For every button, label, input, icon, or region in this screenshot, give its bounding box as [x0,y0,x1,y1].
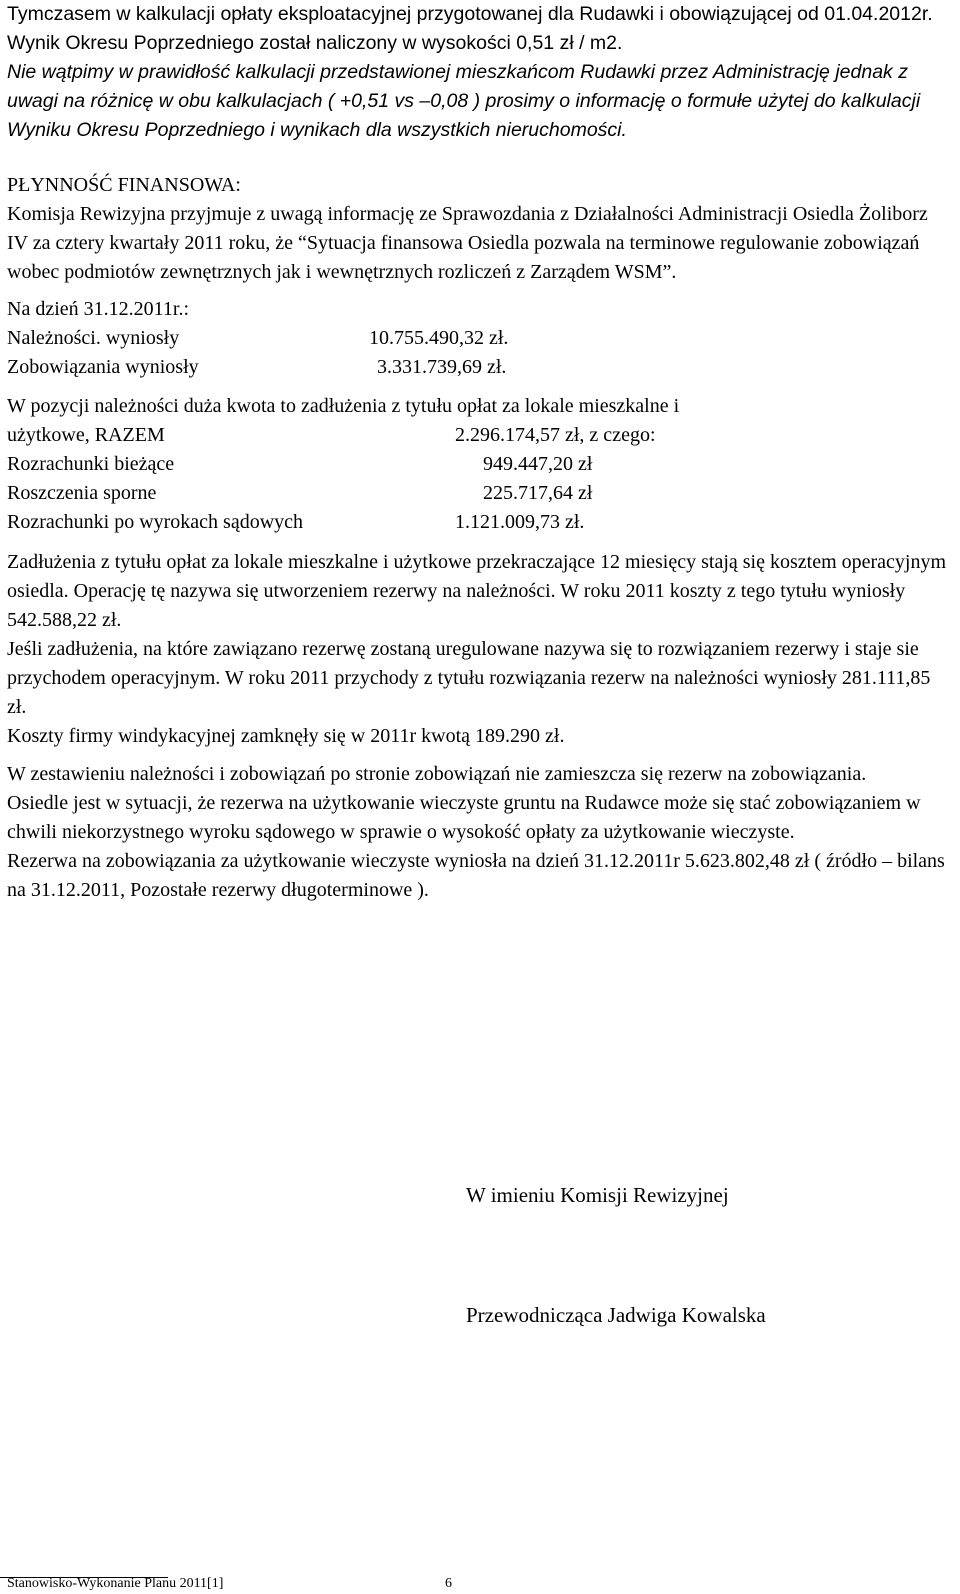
debt-row-label: Roszczenia sporne [7,482,157,504]
signature-chair-line: Przewodnicząca Jadwiga Kowalska [466,1303,766,1327]
receivables-value: 10.755.490,32 zł. [369,327,509,349]
debt-row-label: Rozrachunki bieżące [7,453,175,475]
debt-row [7,450,947,479]
debt-row [7,421,947,450]
footer-filename: Stanowisko-Wykonanie Planu 2011[1] [7,1576,224,1591]
receivables-row [7,324,947,353]
debt-row-value: 2.296.174,57 zł, z czego: [455,424,656,446]
reserves-paragraph-2: Jeśli zadłużenia, na które zawiązano rezerwę zostaną uregulowane nazywa się to rozwiązaniem rezerwy i staje sie przychodem operacyjnym. W roku 2011 przychody z tytułu rozwiązania rezerw na należności wyniosły 281.111,85 zł. [7,638,931,718]
debt-row-value: 949.447,20 zł [483,453,593,475]
receivables-label: Należności. wyniosły [7,327,180,349]
debt-row-label: użytkowe, RAZEM [7,424,165,446]
debt-row [7,479,947,508]
date-line: Na dzień 31.12.2011r.: [7,298,190,320]
intro-paragraph: Tymczasem w kalkulacji opłaty eksploatacyjnej przygotowanej dla Rudawki i obowiązującej od 01.04.2012r. Wynik Okresu Poprzedniego został naliczony w wysokości 0,51 zł / m2. [7,3,933,54]
document-page [7,0,947,905]
italic-note-paragraph: Nie wątpimy w prawidłość kalkulacji przedstawionej mieszkańcom Rudawki przez Administrację jednak z uwagi na różnicę w obu kalkulacjach ( +0,51 vs –0,08 ) prosimy o informację o formułe użytej do kalkulacji Wyniku Okresu Poprzedniego i wynikach dla wszystkich nieruchomości. [7,61,921,141]
reserves-paragraph-3: Koszty firmy windykacyjnej zamknęły się w 2011r kwotą 189.290 zł. [7,725,565,747]
signature-committee-line: W imieniu Komisji Rewizyjnej [466,1183,729,1207]
obligations-paragraph-1: W zestawieniu należności i zobowiązań po stronie zobowiązań nie zamieszcza się rezerw na zobowiązania. [7,763,867,785]
liquidity-paragraph: Komisja Rewizyjna przyjmuje z uwagą informację ze Sprawozdania z Działalności Administracji Osiedla Żoliborz IV za cztery kwartały 2011 roku, że “Sytuacja finansowa Osiedla pozwala na terminowe regulowanie zobowiązań wobec podmiotów zewnętrznych jak i wewnętrznych rozliczeń z Zarządem WSM”. [7,203,928,283]
obligations-paragraph-2: Osiedle jest w sytuacji, że rezerwa na użytkowanie wieczyste gruntu na Rudawce może się stać zobowiązaniem w chwili niekorzystnego wyroku sądowego w sprawie o wysokość opłaty za użytkowanie wieczyste. [7,792,921,843]
page-footer [7,1575,452,1593]
debt-intro-line: W pozycji należności duża kwota to zadłużenia z tytułu opłat za lokale mieszkalne i [7,395,680,417]
obligations-paragraph-3: Rezerwa na zobowiązania za użytkowanie wieczyste wyniosła na dzień 31.12.2011r 5.623.802,48 zł ( źródło – bilans na 31.12.2011, Pozostałe rezerwy długoterminowe ). [7,850,945,901]
debt-row-value: 225.717,64 zł [483,482,593,504]
reserves-paragraph-1: Zadłużenia z tytułu opłat za lokale mieszkalne i użytkowe przekraczające 12 miesięcy stają się kosztem operacyjnym osiedla. Operację tę nazywa się utworzeniem rezerwy na należności. W roku 2011 koszty z tego tytułu wyniosły 542.588,22 zł. [7,551,947,631]
liquidity-heading: PŁYNNOŚĆ FINANSOWA: [7,174,241,196]
liabilities-value: 3.331.739,69 zł. [377,356,507,378]
debt-row-value: 1.121.009,73 zł. [455,511,585,533]
debt-row-label: Rozrachunki po wyrokach sądowych [7,511,304,533]
debt-row [7,508,947,537]
page-number: 6 [445,1576,452,1591]
liabilities-row [7,353,947,382]
liabilities-label: Zobowiązania wyniosły [7,356,199,378]
